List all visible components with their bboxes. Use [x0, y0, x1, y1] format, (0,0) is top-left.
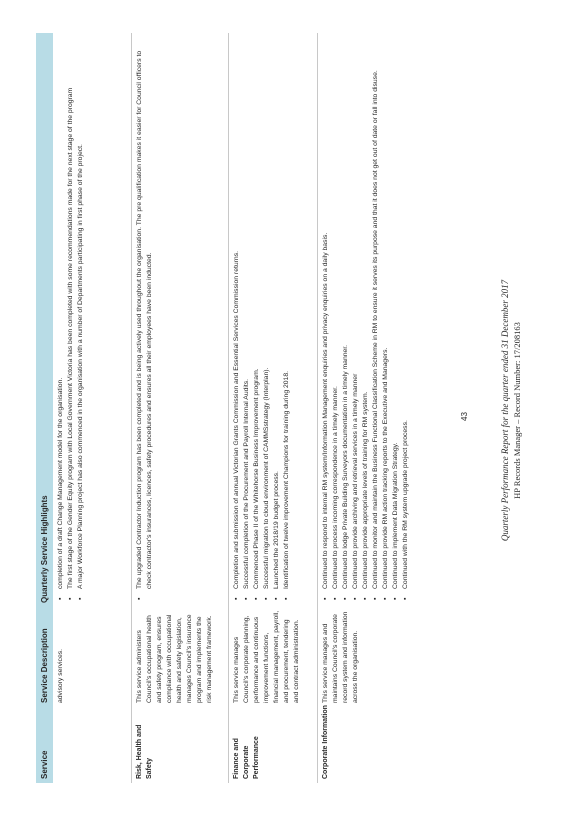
highlight-item: ▪ The first stage of the Gender Equity program with Local Government Victoria has been completed with some recommendations made for the next stage of the program	[66, 33, 76, 603]
highlight-item: ▪ Continued to monitor and maintain the Business Functional Classification Scheme in RM to ensure it serves its purpose and that it does not get out of date or fall into disuse.	[371, 33, 381, 603]
row-service: Finance and Corporate Performance	[233, 736, 260, 779]
highlight-item: ▪ Launched the 2018/19 budget process.	[272, 33, 282, 603]
highlight-item: ▪ The upgraded Contractor Induction program has been completed and is being actively used throughout the organisation. The pre qualification makes it easier for Council officers to check contractor's insurances, licences, safety procedures and ensures all their employees have been inducted.	[135, 33, 155, 603]
highlight-item: ▪ Continued to process incoming correspondence in a timely manner.	[331, 33, 341, 603]
row-service	[53, 705, 131, 783]
footer-record: HP Records Manager – Record Number: 17/208163	[512, 322, 522, 499]
row-description: This service manages and maintains Council's corporate record system and information across the organisation.	[322, 611, 359, 703]
row-highlights	[53, 33, 131, 605]
highlight-item: ▪ Continued to provide appropriate levels of training for RM system.	[361, 33, 371, 603]
footer-title: Quarterly Performance Report for the quarter ended 31 December 2017	[500, 279, 510, 542]
page-number: 43	[460, 412, 469, 421]
row-highlights	[229, 33, 317, 605]
service-table	[36, 33, 436, 783]
highlight-item: ▪ Commenced Phase II of the Whitehorse Business Improvement program.	[252, 33, 262, 603]
highlight-item: ▪ Successful completion of the Procurement and Payroll Internal Audits.	[242, 33, 252, 603]
row-service: Risk, Health and Safety	[136, 724, 153, 779]
row-service: Corporate Information	[322, 705, 329, 779]
highlight-item: ▪ Continued to implement Data Migration Strategy.	[391, 33, 401, 603]
header-service: Service	[40, 750, 49, 779]
highlight-item: ▪ Continued to lodge Private Building Surveyors documentation in a timely manner.	[341, 33, 351, 603]
table-header	[36, 33, 53, 783]
header-highlights: Quarterly Service Highlights	[40, 495, 49, 603]
row-highlights	[132, 33, 228, 605]
header-description: Service Description	[40, 628, 49, 703]
row-description: This service manages Council's corporate planning, performance and continuous improvement functions, financial management, payroll, and procurement, tendering and contract administration.	[233, 610, 300, 703]
highlight-item: ▪ completion of a draft Change Management model for the organisation.	[56, 33, 66, 603]
table-row	[229, 33, 318, 783]
highlight-item: ▪ Continued to provide RM action tracking reports to the Executive and Managers.	[381, 33, 391, 603]
row-description: advisory services.	[57, 648, 64, 703]
highlight-item: ▪ Continued to respond to internal RM system/Information Management enquiries and privacy enquiries on a daily basis.	[321, 33, 331, 603]
row-highlights	[318, 33, 436, 605]
highlight-item: ▪ Identification of twelve improvement Champions for training during 2018.	[282, 33, 292, 603]
table-row	[132, 33, 229, 783]
highlight-item: ▪ Successful migration to cloud environment of CAMMSstrategy (Interplan).	[262, 33, 272, 603]
highlight-item: ▪ Completion and submission of annual Victorian Grants Commission and Essential Services Commission returns.	[232, 33, 242, 603]
row-description: This service administers Council's occupational health and safety program, ensures compliance with occupational health and safety legislation, manages Council's insurance program and implements the risk management framework.	[136, 614, 213, 703]
table-row	[53, 33, 132, 783]
highlight-item: ▪ Continued to provide archiving and retrieval services in a timely manner	[351, 33, 361, 603]
highlight-item: ▪ Continued with the RM system upgrade project process.	[401, 33, 411, 603]
table-row	[318, 33, 436, 783]
highlight-item: ▪ A major Workforce Planning project has also commenced in the organisation with a number of Departments participating in first phase of the project.	[76, 33, 86, 603]
